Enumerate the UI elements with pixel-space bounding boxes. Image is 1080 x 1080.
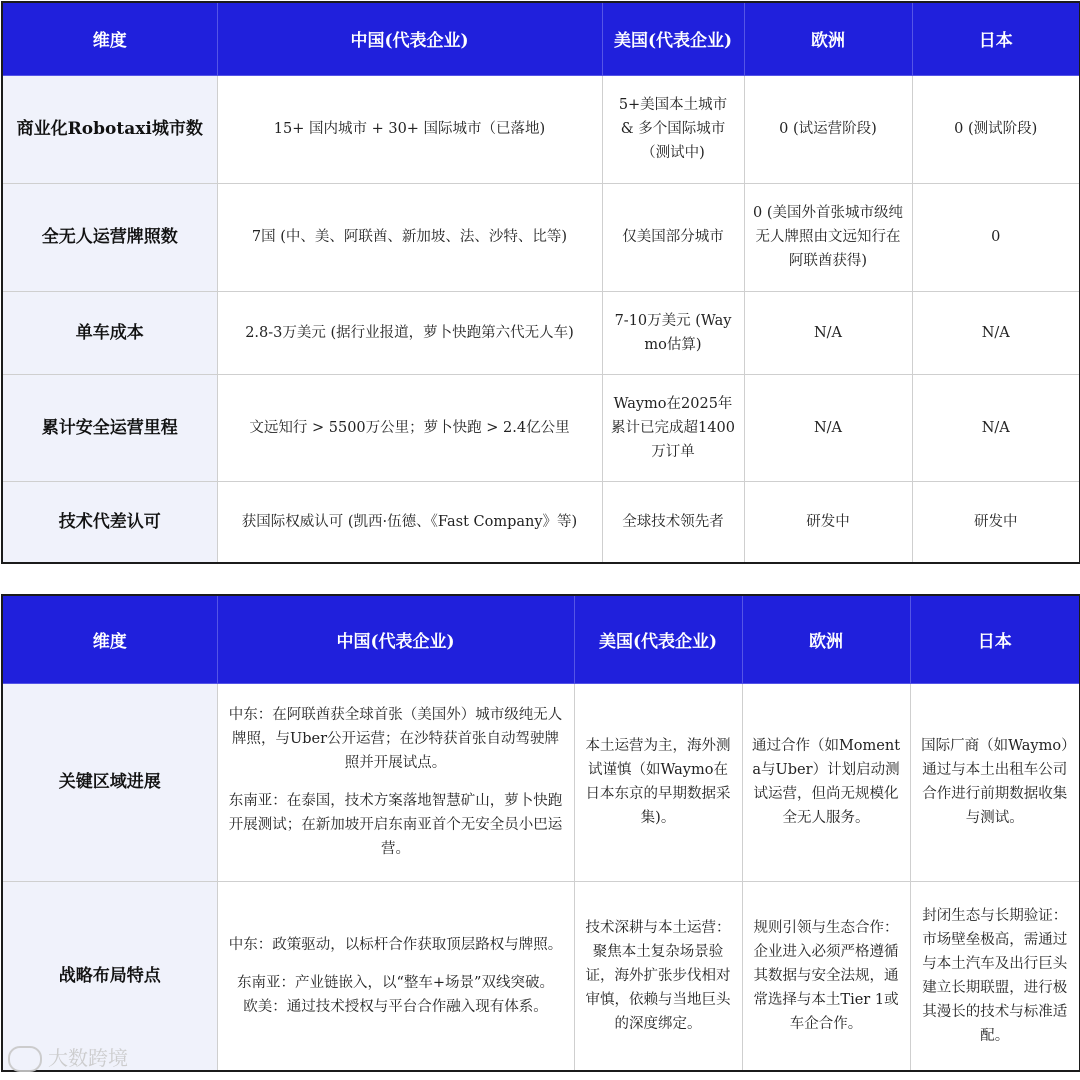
cell-paragraph: 中东：政策驱动，以标杆合作获取顶层路权与牌照。: [228, 936, 563, 953]
cell-europe: N/A: [744, 291, 912, 374]
row-dimension: 关键区域进展: [2, 683, 217, 881]
cell-china: [217, 683, 574, 881]
cell-usa: 7-10万美元 (Waymo估算): [602, 291, 744, 374]
cell-japan: 研发中: [912, 481, 1080, 563]
cell-china: 7国 (中、美、阿联酋、新加坡、法、沙特、比等): [217, 183, 602, 291]
row-dimension: 累计安全运营里程: [2, 374, 217, 481]
cell-paragraph: 东南亚：产业链嵌入，以“整车+场景”双线突破。: [237, 974, 554, 991]
row-dimension: 单车成本: [2, 291, 217, 374]
cell-europe: 0 (试运营阶段): [744, 75, 912, 183]
cell-japan: 封闭生态与长期验证：市场壁垒极高，需通过与本土汽车及出行巨头建立长期联盟，进行极其漫长的技术与标准适配。: [910, 881, 1080, 1071]
header-dimension: 维度: [2, 595, 217, 683]
header-europe: 欧洲: [742, 595, 910, 683]
cell-europe: 规则引领与生态合作：企业进入必须严格遵循其数据与安全法规，通常选择与本土Tier 1或车企合作。: [742, 881, 910, 1071]
cell-china: 获国际权威认可 (凯西·伍德、《Fast Company》等): [217, 481, 602, 563]
cell-japan: 0: [912, 183, 1080, 291]
row-dimension: 战略布局特点: [2, 881, 217, 1071]
header-china: 中国(代表企业): [217, 595, 574, 683]
table-row: [2, 291, 1080, 374]
cell-paragraph: 中东：在阿联酋获全球首张（美国外）城市级纯无人牌照，与Uber公开运营；在沙特获首张自动驾驶牌照并开展试点。: [228, 707, 563, 771]
cell-usa: 技术深耕与本土运营：聚焦本土复杂场景验证，海外扩张步伐相对审慎，依赖与当地巨头的深度绑定。: [574, 881, 742, 1071]
header-europe: 欧洲: [744, 2, 912, 75]
cell-japan: N/A: [912, 291, 1080, 374]
table-row: [2, 374, 1080, 481]
table-row: [2, 183, 1080, 291]
header-japan: 日本: [910, 595, 1080, 683]
table-row: [2, 683, 1080, 881]
table-row: [2, 881, 1080, 1071]
header-china: 中国(代表企业): [217, 2, 602, 75]
comparison-table-2: [1, 594, 1080, 1072]
cell-europe: 0 (美国外首张城市级纯无人牌照由文远知行在阿联酋获得): [744, 183, 912, 291]
watermark-text: 大数跨境: [48, 1045, 128, 1070]
cell-europe: 通过合作（如Momenta与Uber）计划启动测试运营，但尚无规模化全无人服务。: [742, 683, 910, 881]
header-japan: 日本: [912, 2, 1080, 75]
cell-paragraph: 东南亚：在泰国，技术方案落地智慧矿山，萝卜快跑开展测试；在新加坡开启东南亚首个无安全员小巴运营。: [228, 793, 563, 857]
cell-paragraph: 欧美：通过技术授权与平台合作融入现有体系。: [243, 998, 548, 1015]
table-header-row: [2, 2, 1080, 75]
cell-japan: 国际厂商（如Waymo）通过与本土出租车公司合作进行前期数据收集与测试。: [910, 683, 1080, 881]
cell-usa: 仅美国部分城市: [602, 183, 744, 291]
row-dimension: 技术代差认可: [2, 481, 217, 563]
header-dimension: 维度: [2, 2, 217, 75]
header-usa: 美国(代表企业): [602, 2, 744, 75]
table-header-row: [2, 595, 1080, 683]
cell-europe: 研发中: [744, 481, 912, 563]
cell-usa: 本土运营为主，海外测试谨慎（如Waymo在日本东京的早期数据采集)。: [574, 683, 742, 881]
cell-japan: 0 (测试阶段): [912, 75, 1080, 183]
table-row: [2, 75, 1080, 183]
cell-usa: 5+美国本土城市 & 多个国际城市（测试中): [602, 75, 744, 183]
comparison-table-1: [1, 1, 1080, 564]
cell-china: 文远知行 > 5500万公里；萝卜快跑 > 2.4亿公里: [217, 374, 602, 481]
row-dimension: 全无人运营牌照数: [2, 183, 217, 291]
cell-china: 2.8-3万美元 (据行业报道，萝卜快跑第六代无人车): [217, 291, 602, 374]
row-dimension: 商业化Robotaxi城市数: [2, 75, 217, 183]
cell-europe: N/A: [744, 374, 912, 481]
header-usa: 美国(代表企业): [574, 595, 742, 683]
cell-china: [217, 881, 574, 1071]
logo-icon: [8, 1046, 42, 1072]
watermark: [8, 1042, 128, 1073]
cell-usa: 全球技术领先者: [602, 481, 744, 563]
table-row: [2, 481, 1080, 563]
cell-japan: N/A: [912, 374, 1080, 481]
cell-usa: Waymo在2025年累计已完成超1400万订单: [602, 374, 744, 481]
cell-china: 15+ 国内城市 + 30+ 国际城市（已落地): [217, 75, 602, 183]
